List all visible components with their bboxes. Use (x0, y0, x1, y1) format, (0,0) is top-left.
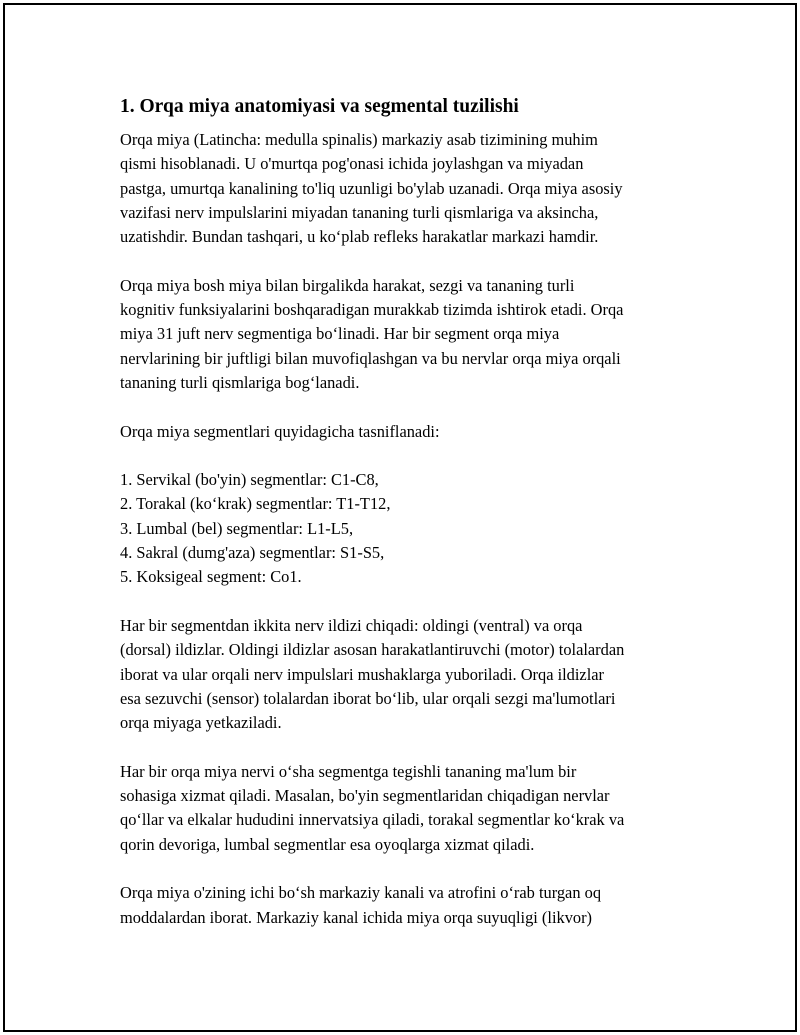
text-line: iborat va ular orqali nerv impulslari mushaklarga yuboriladi. Orqa ildizlar (120, 664, 604, 684)
list-item: 3. Lumbal (bel) segmentlar: L1-L5, (120, 518, 354, 538)
paragraph-2 (120, 274, 700, 395)
paragraph-5 (120, 760, 700, 857)
section-heading: 1. Orqa miya anatomiyasi va segmental tuzilishi (120, 96, 519, 117)
text-line: qismi hisoblanadi. U o'murtqa pog'onasi ichida joylashgan va miyadan (120, 154, 584, 174)
text-line: qo‘llar va elkalar hududini innervatsiya qiladi, torakal segmentlar ko‘krak va (120, 810, 625, 830)
paragraph-6 (120, 881, 700, 930)
text-line: Orqa miya o'zining ichi bo‘sh markaziy kanali va atrofini o‘rab turgan oq (120, 883, 602, 903)
text-line: Orqa miya (Latincha: medulla spinalis) markaziy asab tizimining muhim (120, 130, 598, 149)
text-line: pastga, umurtqa kanalining to'liq uzunligi bo'ylab uzanadi. Orqa miya asosiy (120, 178, 623, 198)
text-line: Orqa miya segmentlari quyidagicha tasniflanadi: (120, 421, 440, 441)
text-line: orqa miyaga yetkaziladi. (120, 713, 282, 733)
text-line: moddalardan iborat. Markaziy kanal ichida miya orqa suyuqligi (likvor) (120, 907, 592, 927)
text-line: vazifasi nerv impulslarini miyadan tananing turli qismlariga va aksincha, (120, 202, 599, 222)
paragraph-3 (120, 420, 700, 444)
segment-list (120, 468, 700, 589)
text-line: Orqa miya bosh miya bilan birgalikda harakat, sezgi va tananing turli (120, 275, 575, 295)
text-line: esa sezuvchi (sensor) tolalardan iborat bo‘lib, ular orqali sezgi ma'lumotlari (120, 688, 616, 708)
text-line: Har bir orqa miya nervi o‘sha segmentga tegishli tananing ma'lum bir (120, 761, 577, 781)
text-line: Har bir segmentdan ikkita nerv ildizi chiqadi: oldingi (ventral) va orqa (120, 615, 583, 635)
text-line: (dorsal) ildizlar. Oldingi ildizlar asosan harakatlantiruvchi (motor) tolalardan (120, 640, 625, 660)
text-line: sohasiga xizmat qiladi. Masalan, bo'yin segmentlaridan chiqadigan nervlar (120, 786, 610, 806)
text-line: qorin devoriga, lumbal segmentlar esa oyoqlarga xizmat qiladi. (120, 834, 535, 854)
text-line: miya 31 juft nerv segmentiga bo‘linadi. Har bir segment orqa miya (120, 324, 560, 344)
list-item: 5. Koksigeal segment: Co1. (120, 567, 302, 587)
document-body (120, 93, 700, 954)
paragraph-4 (120, 614, 700, 735)
paragraph-1 (120, 128, 700, 249)
list-item: 4. Sakral (dumg'aza) segmentlar: S1-S5, (120, 543, 385, 563)
list-item: 1. Servikal (bo'yin) segmentlar: C1-C8, (120, 470, 379, 490)
text-line: kognitiv funksiyalarini boshqaradigan murakkab tizimda ishtirok etadi. Orqa (120, 300, 624, 320)
text-line: uzatishdir. Bundan tashqari, u ko‘plab refleks harakatlar markazi hamdir. (120, 227, 599, 247)
text-line: tananing turli qismlariga bog‘lanadi. (120, 372, 360, 392)
page-frame (3, 3, 797, 1032)
text-line: nervlarining bir juftligi bilan muvofiqlashgan va bu nervlar orqa miya orqali (120, 348, 621, 368)
list-item: 2. Torakal (ko‘krak) segmentlar: T1-T12, (120, 494, 391, 514)
